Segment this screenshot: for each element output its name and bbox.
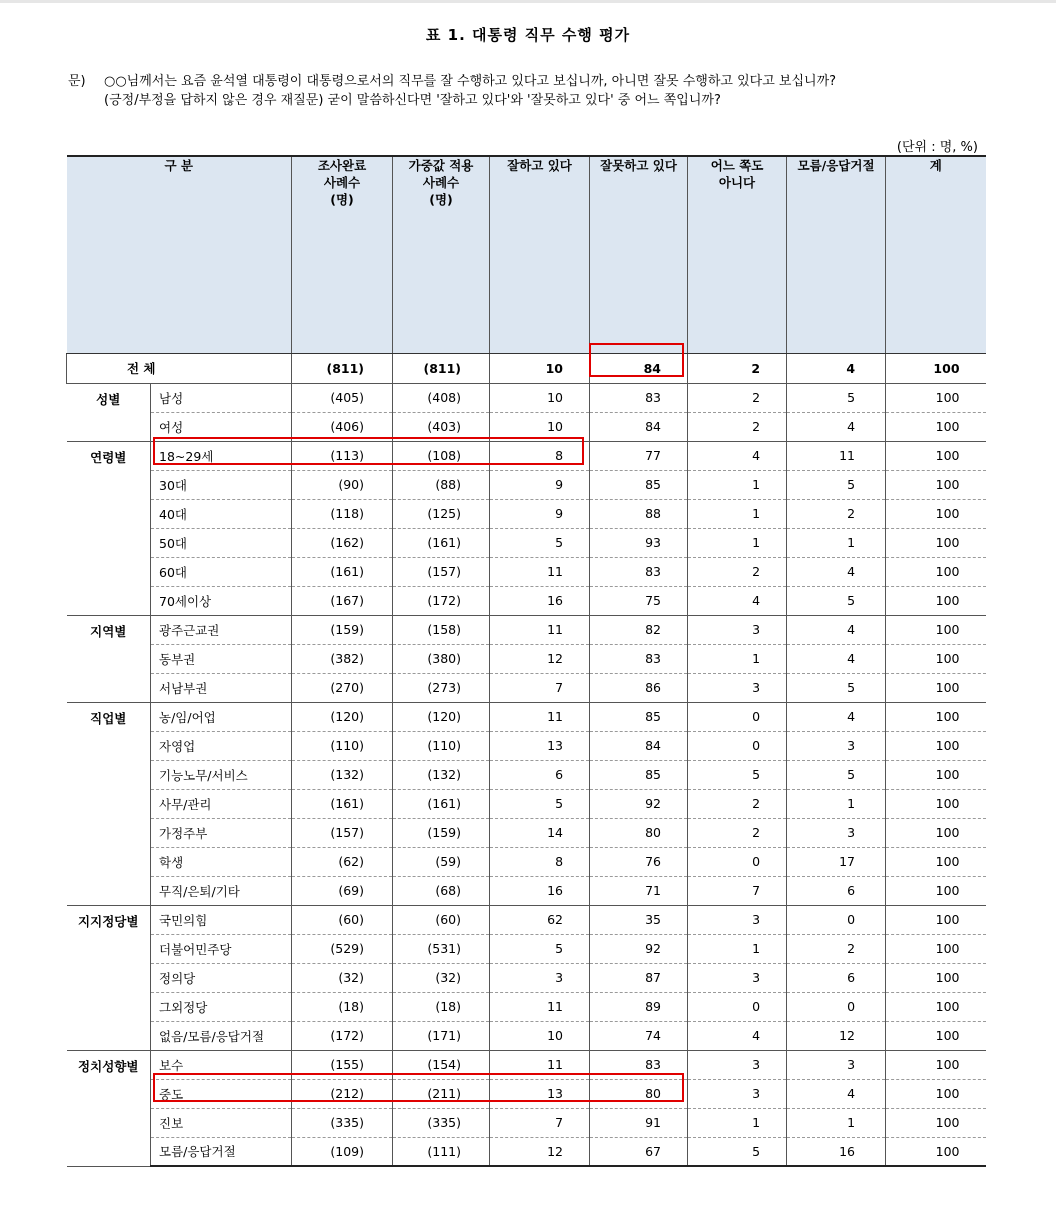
header-total: 계	[886, 156, 986, 353]
cell-value: (159)	[393, 818, 490, 847]
cell-value: (172)	[393, 586, 490, 615]
cell-value: 0	[787, 992, 886, 1021]
cell-value: 100	[886, 1108, 986, 1137]
cell-value: 4	[787, 615, 886, 644]
cell-value: 100	[886, 731, 986, 760]
cell-value: 1	[688, 934, 787, 963]
row-label: 자영업	[151, 731, 292, 760]
cell-value: (108)	[393, 441, 490, 470]
cell-value: (18)	[393, 992, 490, 1021]
cell-value: (270)	[292, 673, 393, 702]
cell-value: 100	[886, 441, 986, 470]
cell-value: (157)	[393, 557, 490, 586]
cell-value: (60)	[393, 905, 490, 934]
cell-value: 11	[787, 441, 886, 470]
highlight-age-18-29	[153, 437, 584, 465]
cell-value: (335)	[292, 1108, 393, 1137]
cell-value: 100	[886, 760, 986, 789]
cell-value: 91	[590, 1108, 688, 1137]
cell-value: 100	[886, 470, 986, 499]
row-label: 동부권	[151, 644, 292, 673]
cell-value: 35	[590, 905, 688, 934]
cell-value: 6	[490, 760, 590, 789]
cell-value: 5	[787, 673, 886, 702]
cell-value: 12	[787, 1021, 886, 1050]
row-label: 70세이상	[151, 586, 292, 615]
row-label: 더불어민주당	[151, 934, 292, 963]
header-doing-poorly: 잘못하고 있다	[590, 156, 688, 353]
cell-value: 100	[886, 876, 986, 905]
cell-value: 6	[787, 963, 886, 992]
table-row	[67, 673, 986, 702]
cell-value: 100	[886, 934, 986, 963]
cell-value: 14	[490, 818, 590, 847]
table-row	[67, 876, 986, 905]
group-category: 직업별	[67, 702, 151, 905]
cell-value: 5	[490, 934, 590, 963]
table-row	[67, 1021, 986, 1050]
table-row	[67, 1108, 986, 1137]
cell-value: 2	[688, 353, 787, 383]
cell-value: 3	[688, 1050, 787, 1079]
cell-value: 5	[787, 760, 886, 789]
cell-value: 76	[590, 847, 688, 876]
table-row	[67, 644, 986, 673]
group-category: 성별	[67, 383, 151, 441]
cell-value: (18)	[292, 992, 393, 1021]
cell-value: 3	[688, 615, 787, 644]
cell-value: 100	[886, 1021, 986, 1050]
cell-value: (212)	[292, 1079, 393, 1108]
row-label: 18~29세	[151, 441, 292, 470]
table-row	[67, 731, 986, 760]
cell-value: 85	[590, 760, 688, 789]
cell-value: 5	[688, 1137, 787, 1166]
cell-value: (408)	[393, 383, 490, 412]
cell-value: 100	[886, 963, 986, 992]
header-weighted-cases: 가중값 적용 사례수 (명)	[393, 156, 490, 353]
cell-value: 6	[787, 876, 886, 905]
cell-value: (406)	[292, 412, 393, 441]
cell-value: (32)	[292, 963, 393, 992]
cell-value: 100	[886, 818, 986, 847]
cell-value: (109)	[292, 1137, 393, 1166]
table-row	[67, 1137, 986, 1166]
cell-value: (167)	[292, 586, 393, 615]
row-label: 30대	[151, 470, 292, 499]
row-label: 없음/모름/응답거절	[151, 1021, 292, 1050]
row-label: 전 체	[67, 353, 292, 383]
header-category: 구 분	[67, 156, 292, 353]
cell-value: (158)	[393, 615, 490, 644]
cell-value: 0	[688, 847, 787, 876]
table-row	[67, 528, 986, 557]
header-neither: 어느 쪽도 아니다	[688, 156, 787, 353]
cell-value: 2	[688, 557, 787, 586]
cell-value: 100	[886, 586, 986, 615]
cell-value: (403)	[393, 412, 490, 441]
cell-value: (405)	[292, 383, 393, 412]
cell-value: 3	[688, 673, 787, 702]
cell-value: 3	[787, 1050, 886, 1079]
cell-value: (68)	[393, 876, 490, 905]
cell-value: (159)	[292, 615, 393, 644]
cell-value: 80	[590, 1079, 688, 1108]
cell-value: 84	[590, 731, 688, 760]
cell-value: (161)	[393, 528, 490, 557]
cell-value: 100	[886, 528, 986, 557]
question-label: 문)	[68, 74, 86, 89]
cell-value: 1	[688, 528, 787, 557]
cell-value: 11	[490, 615, 590, 644]
table-row	[67, 847, 986, 876]
cell-value: 83	[590, 557, 688, 586]
table-row	[67, 963, 986, 992]
cell-value: 85	[590, 702, 688, 731]
cell-value: (161)	[292, 557, 393, 586]
cell-value: (380)	[393, 644, 490, 673]
cell-value: (161)	[393, 789, 490, 818]
row-label: 중도	[151, 1079, 292, 1108]
group-category: 연령별	[67, 441, 151, 615]
cell-value: 2	[688, 789, 787, 818]
cell-value: 2	[688, 412, 787, 441]
row-label: 모름/응답거절	[151, 1137, 292, 1166]
table-row	[67, 615, 986, 644]
cell-value: 74	[590, 1021, 688, 1050]
cell-value: (90)	[292, 470, 393, 499]
cell-value: 5	[787, 586, 886, 615]
cell-value: 71	[590, 876, 688, 905]
cell-value: 84	[590, 353, 688, 383]
row-label: 국민의힘	[151, 905, 292, 934]
table-row	[67, 760, 986, 789]
table-row	[67, 557, 986, 586]
cell-value: 100	[886, 673, 986, 702]
cell-value: (155)	[292, 1050, 393, 1079]
cell-value: 12	[490, 644, 590, 673]
cell-value: (132)	[393, 760, 490, 789]
table-row	[67, 586, 986, 615]
table-row	[67, 992, 986, 1021]
row-label: 여성	[151, 412, 292, 441]
table-row	[67, 789, 986, 818]
cell-value: 87	[590, 963, 688, 992]
cell-value: 7	[688, 876, 787, 905]
cell-value: (125)	[393, 499, 490, 528]
cell-value: 13	[490, 1079, 590, 1108]
cell-value: 2	[688, 383, 787, 412]
cell-value: 100	[886, 905, 986, 934]
cell-value: (171)	[393, 1021, 490, 1050]
cell-value: 11	[490, 1050, 590, 1079]
results-table	[66, 155, 986, 1167]
table-row	[67, 702, 986, 731]
table-row	[67, 499, 986, 528]
row-label: 남성	[151, 383, 292, 412]
survey-question	[68, 72, 998, 110]
row-label: 농/임/어업	[151, 702, 292, 731]
table-row-total	[67, 353, 986, 383]
cell-value: 12	[490, 1137, 590, 1166]
cell-value: 1	[688, 499, 787, 528]
cell-value: 3	[490, 963, 590, 992]
cell-value: (172)	[292, 1021, 393, 1050]
cell-value: (157)	[292, 818, 393, 847]
row-label: 가정주부	[151, 818, 292, 847]
row-label: 광주근교권	[151, 615, 292, 644]
cell-value: 17	[787, 847, 886, 876]
row-label: 사무/관리	[151, 789, 292, 818]
cell-value: 93	[590, 528, 688, 557]
cell-value: 100	[886, 1137, 986, 1166]
cell-value: 2	[787, 934, 886, 963]
cell-value: 3	[688, 963, 787, 992]
cell-value: 86	[590, 673, 688, 702]
cell-value: (111)	[393, 1137, 490, 1166]
cell-value: 100	[886, 383, 986, 412]
cell-value: (110)	[393, 731, 490, 760]
cell-value: (335)	[393, 1108, 490, 1137]
cell-value: 100	[886, 615, 986, 644]
cell-value: 83	[590, 383, 688, 412]
cell-value: 0	[688, 702, 787, 731]
cell-value: 5	[490, 528, 590, 557]
cell-value: 67	[590, 1137, 688, 1166]
header-row	[67, 156, 986, 353]
top-edge	[0, 0, 1056, 3]
table-row	[67, 818, 986, 847]
cell-value: 4	[688, 441, 787, 470]
question-line-1: ○○님께서는 요즘 윤석열 대통령이 대통령으로서의 직무를 잘 수행하고 있다고 보십니까, 아니면 잘못 수행하고 있다고 보십니까?	[104, 74, 837, 89]
cell-value: 4	[787, 702, 886, 731]
cell-value: 100	[886, 353, 986, 383]
table-row	[67, 934, 986, 963]
cell-value: (211)	[393, 1079, 490, 1108]
cell-value: 80	[590, 818, 688, 847]
cell-value: 92	[590, 934, 688, 963]
cell-value: 85	[590, 470, 688, 499]
cell-value: 100	[886, 644, 986, 673]
cell-value: 9	[490, 499, 590, 528]
row-label: 60대	[151, 557, 292, 586]
table-row	[67, 383, 986, 412]
cell-value: 1	[688, 644, 787, 673]
row-label: 40대	[151, 499, 292, 528]
cell-value: (120)	[292, 702, 393, 731]
cell-value: 7	[490, 673, 590, 702]
cell-value: 2	[787, 499, 886, 528]
cell-value: 100	[886, 789, 986, 818]
cell-value: 5	[787, 470, 886, 499]
cell-value: 3	[787, 818, 886, 847]
row-label: 서남부권	[151, 673, 292, 702]
cell-value: 4	[787, 1079, 886, 1108]
cell-value: (120)	[393, 702, 490, 731]
cell-value: 1	[787, 789, 886, 818]
cell-value: 100	[886, 557, 986, 586]
cell-value: 4	[787, 557, 886, 586]
table-row	[67, 470, 986, 499]
cell-value: 100	[886, 702, 986, 731]
cell-value: (32)	[393, 963, 490, 992]
cell-value: 62	[490, 905, 590, 934]
cell-value: 10	[490, 353, 590, 383]
cell-value: 3	[688, 1079, 787, 1108]
cell-value: (118)	[292, 499, 393, 528]
cell-value: 11	[490, 992, 590, 1021]
cell-value: 82	[590, 615, 688, 644]
cell-value: 89	[590, 992, 688, 1021]
cell-value: (113)	[292, 441, 393, 470]
cell-value: 100	[886, 1050, 986, 1079]
cell-value: (110)	[292, 731, 393, 760]
cell-value: 0	[688, 992, 787, 1021]
cell-value: (811)	[292, 353, 393, 383]
cell-value: (60)	[292, 905, 393, 934]
cell-value: 10	[490, 412, 590, 441]
cell-value: (69)	[292, 876, 393, 905]
cell-value: 10	[490, 383, 590, 412]
row-label: 학생	[151, 847, 292, 876]
cell-value: 5	[787, 383, 886, 412]
cell-value: 5	[688, 760, 787, 789]
cell-value: 75	[590, 586, 688, 615]
cell-value: 3	[688, 905, 787, 934]
cell-value: 84	[590, 412, 688, 441]
cell-value: (161)	[292, 789, 393, 818]
cell-value: 3	[787, 731, 886, 760]
cell-value: 1	[787, 1108, 886, 1137]
cell-value: 16	[490, 876, 590, 905]
cell-value: 8	[490, 847, 590, 876]
cell-value: 100	[886, 847, 986, 876]
group-category: 정치성향별	[67, 1050, 151, 1166]
cell-value: 100	[886, 992, 986, 1021]
cell-value: 77	[590, 441, 688, 470]
group-category: 지역별	[67, 615, 151, 702]
cell-value: 4	[688, 586, 787, 615]
cell-value: (531)	[393, 934, 490, 963]
row-label: 진보	[151, 1108, 292, 1137]
cell-value: 16	[490, 586, 590, 615]
cell-value: 11	[490, 702, 590, 731]
cell-value: (273)	[393, 673, 490, 702]
cell-value: 8	[490, 441, 590, 470]
row-label: 무직/은퇴/기타	[151, 876, 292, 905]
cell-value: (811)	[393, 353, 490, 383]
row-label: 보수	[151, 1050, 292, 1079]
cell-value: 5	[490, 789, 590, 818]
cell-value: (382)	[292, 644, 393, 673]
cell-value: 0	[688, 731, 787, 760]
cell-value: 11	[490, 557, 590, 586]
cell-value: 100	[886, 412, 986, 441]
cell-value: (162)	[292, 528, 393, 557]
cell-value: 88	[590, 499, 688, 528]
cell-value: 7	[490, 1108, 590, 1137]
cell-value: 2	[688, 818, 787, 847]
cell-value: (62)	[292, 847, 393, 876]
cell-value: 10	[490, 1021, 590, 1050]
cell-value: 4	[688, 1021, 787, 1050]
cell-value: 92	[590, 789, 688, 818]
group-category: 지지정당별	[67, 905, 151, 1050]
cell-value: 1	[688, 470, 787, 499]
question-line-2: (긍정/부정을 답하지 않은 경우 재질문) 굳이 말씀하신다면 '잘하고 있다'와 '잘못하고 있다' 중 어느 쪽입니까?	[104, 93, 721, 108]
cell-value: (132)	[292, 760, 393, 789]
unit-note: (단위 : 명, %)	[896, 140, 978, 155]
cell-value: 4	[787, 644, 886, 673]
header-doing-well: 잘하고 있다	[490, 156, 590, 353]
cell-value: (154)	[393, 1050, 490, 1079]
cell-value: 100	[886, 1079, 986, 1108]
cell-value: 13	[490, 731, 590, 760]
cell-value: 1	[787, 528, 886, 557]
cell-value: 100	[886, 499, 986, 528]
cell-value: 9	[490, 470, 590, 499]
header-completed-cases: 조사완료 사례수 (명)	[292, 156, 393, 353]
table-title: 표 1. 대통령 직무 수행 평가	[425, 26, 631, 44]
cell-value: 83	[590, 644, 688, 673]
row-label: 정의당	[151, 963, 292, 992]
cell-value: (529)	[292, 934, 393, 963]
cell-value: (59)	[393, 847, 490, 876]
cell-value: 4	[787, 412, 886, 441]
cell-value: 0	[787, 905, 886, 934]
cell-value: 1	[688, 1108, 787, 1137]
row-label: 50대	[151, 528, 292, 557]
cell-value: (88)	[393, 470, 490, 499]
cell-value: 83	[590, 1050, 688, 1079]
highlight-total-poorly	[589, 343, 684, 377]
cell-value: 16	[787, 1137, 886, 1166]
row-label: 그외정당	[151, 992, 292, 1021]
cell-value: 4	[787, 353, 886, 383]
table-row	[67, 905, 986, 934]
header-dont-know: 모름/응답거절	[787, 156, 886, 353]
highlight-moderate	[153, 1073, 684, 1102]
row-label: 기능노무/서비스	[151, 760, 292, 789]
